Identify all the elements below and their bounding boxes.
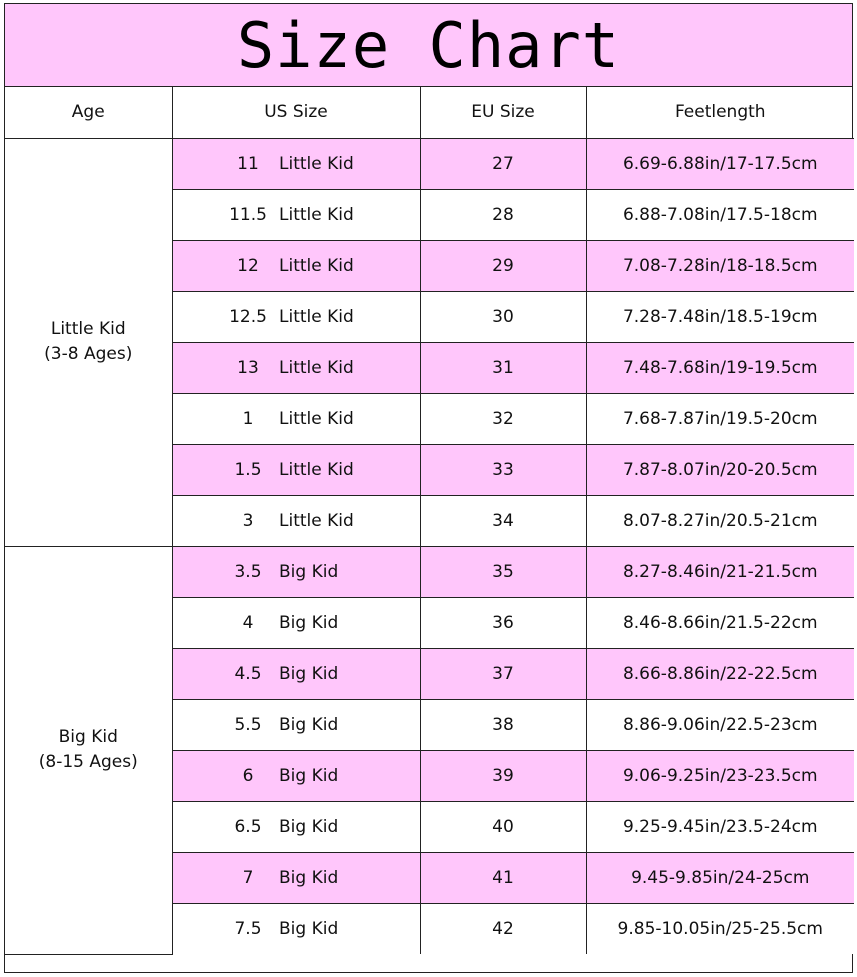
- us-size-number: 3.5: [234, 561, 262, 582]
- us-size-label: Little Kid: [279, 408, 354, 429]
- size-table-body: [5, 138, 854, 954]
- feetlength-cell: 7.28-7.48in/18.5-19cm: [586, 291, 854, 342]
- feetlength-cell: 9.85-10.05in/25-25.5cm: [586, 903, 854, 954]
- table-row: [5, 546, 854, 597]
- age-group-range: (8-15 Ages): [38, 752, 138, 772]
- feetlength-cell: 8.46-8.66in/21.5-22cm: [586, 597, 854, 648]
- us-size-cell: [172, 240, 420, 291]
- us-size-cell: [172, 393, 420, 444]
- feetlength-cell: 7.68-7.87in/19.5-20cm: [586, 393, 854, 444]
- eu-size-cell: 40: [420, 801, 586, 852]
- us-size-label: Big Kid: [279, 663, 339, 684]
- eu-size-cell: 29: [420, 240, 586, 291]
- feetlength-cell: 7.08-7.28in/18-18.5cm: [586, 240, 854, 291]
- us-size-label: Big Kid: [279, 765, 339, 786]
- us-size-label: Big Kid: [279, 714, 339, 735]
- us-size-cell: [172, 291, 420, 342]
- us-size-label: Big Kid: [279, 918, 339, 939]
- feetlength-cell: 6.69-6.88in/17-17.5cm: [586, 138, 854, 189]
- us-size-label: Little Kid: [279, 510, 354, 531]
- eu-size-cell: 33: [420, 444, 586, 495]
- us-size-label: Big Kid: [279, 612, 339, 633]
- us-size-cell: [172, 138, 420, 189]
- header-age: Age: [5, 87, 172, 138]
- us-size-cell: [172, 903, 420, 954]
- feetlength-cell: 9.45-9.85in/24-25cm: [586, 852, 854, 903]
- us-size-number: 11: [237, 153, 259, 174]
- feetlength-cell: 6.88-7.08in/17.5-18cm: [586, 189, 854, 240]
- us-size-number: 12: [237, 255, 259, 276]
- us-size-cell: [172, 444, 420, 495]
- us-size-cell: [172, 648, 420, 699]
- eu-size-cell: 30: [420, 291, 586, 342]
- eu-size-cell: 37: [420, 648, 586, 699]
- age-group-cell: [5, 138, 172, 546]
- header-eu-size: EU Size: [420, 87, 586, 138]
- eu-size-cell: 27: [420, 138, 586, 189]
- feetlength-cell: 7.87-8.07in/20-20.5cm: [586, 444, 854, 495]
- table-row: [5, 138, 854, 189]
- feetlength-cell: 8.07-8.27in/20.5-21cm: [586, 495, 854, 546]
- us-size-number: 13: [237, 357, 259, 378]
- feetlength-cell: 8.86-9.06in/22.5-23cm: [586, 699, 854, 750]
- eu-size-cell: 31: [420, 342, 586, 393]
- us-size-cell: [172, 495, 420, 546]
- us-size-label: Little Kid: [279, 357, 354, 378]
- us-size-number: 3: [242, 510, 254, 531]
- us-size-number: 11.5: [229, 204, 267, 225]
- eu-size-cell: 42: [420, 903, 586, 954]
- us-size-label: Big Kid: [279, 816, 339, 837]
- us-size-label: Little Kid: [279, 153, 354, 174]
- us-size-number: 7.5: [234, 918, 262, 939]
- us-size-label: Little Kid: [279, 255, 354, 276]
- eu-size-cell: 39: [420, 750, 586, 801]
- us-size-number: 4: [242, 612, 254, 633]
- us-size-label: Little Kid: [279, 306, 354, 327]
- eu-size-cell: 35: [420, 546, 586, 597]
- header-us-size: US Size: [172, 87, 420, 138]
- feetlength-cell: 7.48-7.68in/19-19.5cm: [586, 342, 854, 393]
- us-size-number: 4.5: [234, 663, 262, 684]
- eu-size-cell: 28: [420, 189, 586, 240]
- us-size-cell: [172, 852, 420, 903]
- eu-size-cell: 36: [420, 597, 586, 648]
- us-size-number: 1: [242, 408, 254, 429]
- chart-title: Size Chart: [5, 4, 852, 87]
- eu-size-cell: 38: [420, 699, 586, 750]
- us-size-label: Little Kid: [279, 459, 354, 480]
- feetlength-cell: 8.27-8.46in/21-21.5cm: [586, 546, 854, 597]
- us-size-number: 12.5: [229, 306, 267, 327]
- us-size-label: Little Kid: [279, 204, 354, 225]
- us-size-label: Big Kid: [279, 867, 339, 888]
- eu-size-cell: 41: [420, 852, 586, 903]
- size-chart: [4, 3, 853, 973]
- age-group-range: (3-8 Ages): [44, 344, 133, 364]
- header-row: [5, 87, 854, 138]
- feetlength-cell: 9.06-9.25in/23-23.5cm: [586, 750, 854, 801]
- us-size-cell: [172, 546, 420, 597]
- eu-size-cell: 32: [420, 393, 586, 444]
- eu-size-cell: 34: [420, 495, 586, 546]
- us-size-number: 5.5: [234, 714, 262, 735]
- header-feetlength: Feetlength: [586, 87, 854, 138]
- us-size-number: 7: [242, 867, 254, 888]
- size-table: [5, 87, 854, 955]
- us-size-label: Big Kid: [279, 561, 339, 582]
- age-group-cell: [5, 546, 172, 954]
- age-group-label: Little Kid: [50, 319, 126, 340]
- feetlength-cell: 9.25-9.45in/23.5-24cm: [586, 801, 854, 852]
- us-size-number: 6: [242, 765, 254, 786]
- us-size-cell: [172, 597, 420, 648]
- feetlength-cell: 8.66-8.86in/22-22.5cm: [586, 648, 854, 699]
- age-group-label: Big Kid: [58, 727, 118, 748]
- us-size-cell: [172, 189, 420, 240]
- us-size-cell: [172, 699, 420, 750]
- us-size-cell: [172, 801, 420, 852]
- us-size-number: 6.5: [234, 816, 262, 837]
- us-size-cell: [172, 342, 420, 393]
- us-size-cell: [172, 750, 420, 801]
- us-size-number: 1.5: [234, 459, 262, 480]
